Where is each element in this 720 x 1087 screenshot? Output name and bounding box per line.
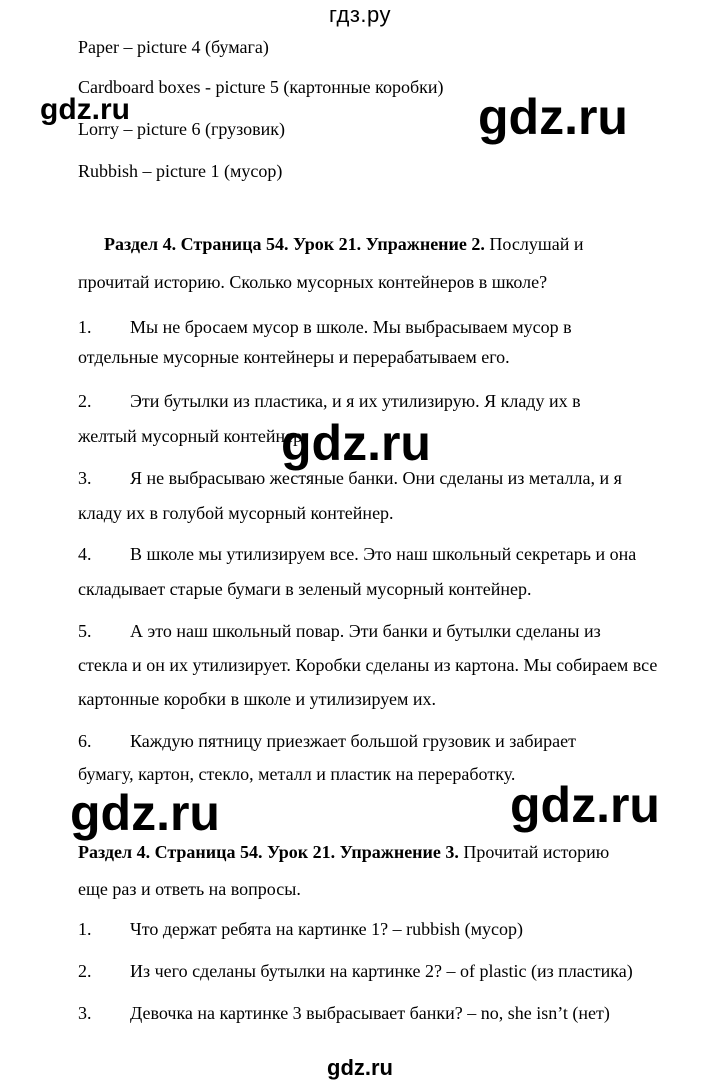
site-footer: gdz.ru [327,1055,393,1080]
item-3-line2: кладу их в голубой мусорный контейнер. [78,503,394,523]
item-3-line1: Я не выбрасываю жестяные банки. Они сделаны из металла, и я [130,468,622,488]
section2-heading-rest: Послушай и [484,234,584,254]
watermark: gdz.ru [478,89,628,145]
vocab-line-paper: Paper – picture 4 (бумага) [78,37,269,57]
item-number: 3. [78,1003,92,1023]
item-6-line2: бумагу, картон, стекло, металл и пластик на переработку. [78,764,516,784]
item-number: 2. [78,961,92,981]
section3-heading-rest: Прочитай историю [458,842,610,862]
site-header: гдз.ру [328,2,392,27]
answer-2: Из чего сделаны бутылки на картинке 2? – of plastic (из пластика) [130,961,633,981]
vocab-line-cardboard: Cardboard boxes - picture 5 (картонные коробки) [78,77,444,97]
answer-3: Девочка на картинке 3 выбрасывает банки? – no, she isn’t (нет) [130,1003,610,1023]
vocab-line-lorry: Lorry – picture 6 (грузовик) [78,119,285,139]
item-5-line2: стекла и он их утилизирует. Коробки сделаны из картона. Мы собираем все [78,655,658,675]
item-1-line2: отдельные мусорные контейнеры и перерабатываем его. [78,347,510,367]
section2-heading-bold: Раздел 4. Страница 54. Урок 21. Упражнение 2. [104,234,485,254]
item-2-line1: Эти бутылки из пластика, и я их утилизирую. Я кладу их в [130,391,581,411]
section3-heading-bold: Раздел 4. Страница 54. Урок 21. Упражнение 3. [78,842,459,862]
item-1-line1: Мы не бросаем мусор в школе. Мы выбрасываем мусор в [130,317,572,337]
item-number: 5. [78,621,92,641]
watermark: gdz.ru [40,93,130,126]
vocab-line-rubbish: Rubbish – picture 1 (мусор) [78,161,283,181]
item-4-line2: складывает старые бумаги в зеленый мусорный контейнер. [78,579,532,599]
watermark: gdz.ru [70,785,220,841]
answer-1: Что держат ребята на картинке 1? – rubbish (мусор) [130,919,523,939]
watermark: gdz.ru [510,777,660,833]
section2-heading [104,235,583,253]
item-2-line2: желтый мусорный контейнер. [78,426,307,446]
item-5-line3: картонные коробки в школе и утилизируем их. [78,689,437,709]
watermark: gdz.ru [281,415,431,471]
section3-heading-line2: еще раз и ответь на вопросы. [78,879,301,899]
item-4-line1: В школе мы утилизируем все. Это наш школьный секретарь и она [130,544,637,564]
item-number: 1. [78,919,92,939]
item-number: 2. [78,391,92,411]
item-5-line1: А это наш школьный повар. Эти банки и бутылки сделаны из [130,621,601,641]
item-number: 6. [78,731,92,751]
item-number: 3. [78,468,92,488]
item-number: 4. [78,544,92,564]
item-number: 1. [78,317,92,337]
section2-heading-line2: прочитай историю. Сколько мусорных контейнеров в школе? [78,272,548,292]
section3-heading [78,843,609,861]
item-6-line1: Каждую пятницу приезжает большой грузовик и забирает [130,731,577,751]
